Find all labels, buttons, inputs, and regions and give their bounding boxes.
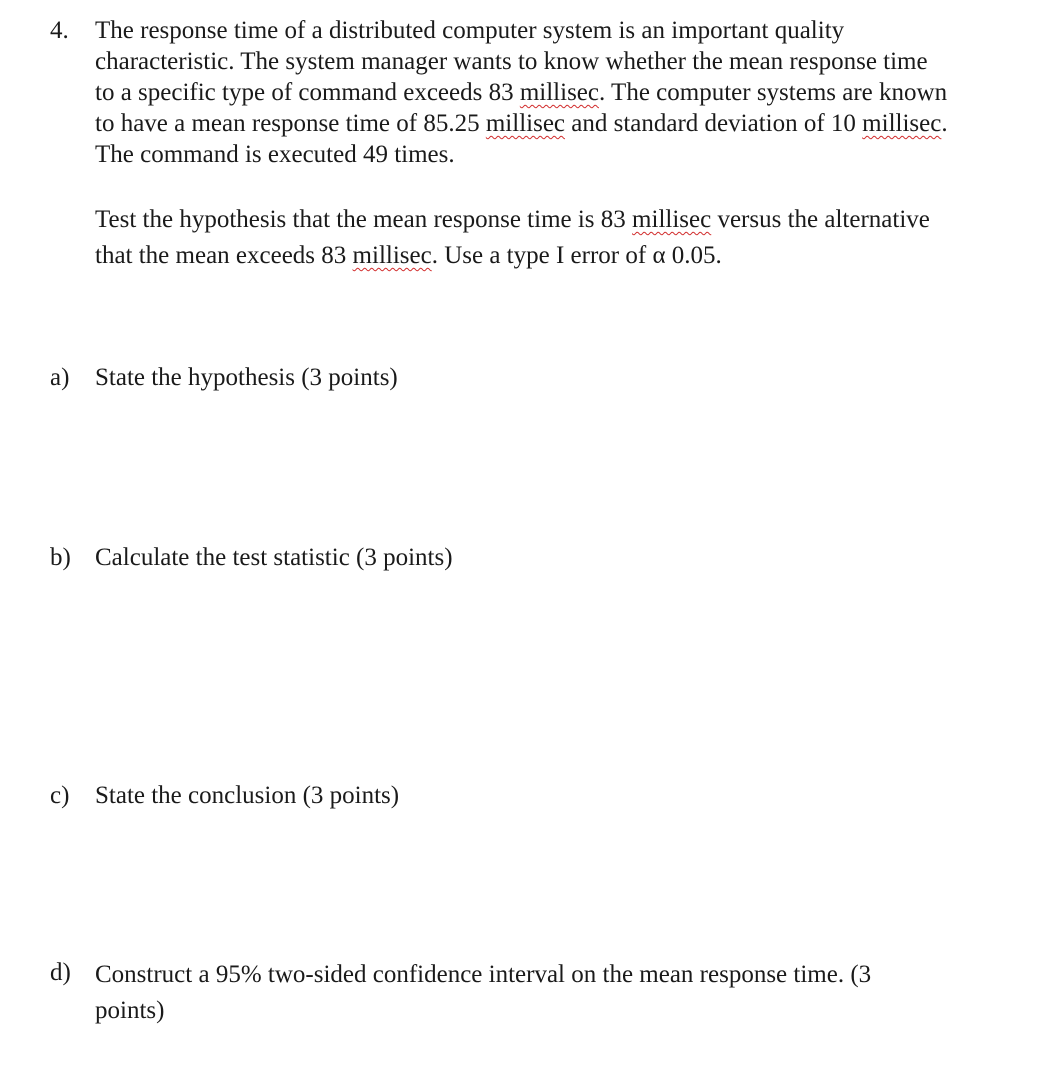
intro-line: characteristic. The system manager wants to know whether the mean response time — [95, 48, 928, 75]
spellcheck-flagged-word: millisec — [519, 79, 599, 106]
part-a-text: State the hypothesis (3 points) — [95, 364, 398, 391]
part-text — [95, 362, 1030, 393]
test-line: Test the hypothesis that the mean response time is 83 millisec versus the alternative — [95, 206, 930, 233]
spellcheck-flagged-word: millisec — [862, 110, 942, 137]
part-label: c) — [50, 782, 70, 809]
part-label: d) — [50, 959, 71, 986]
question-intro — [95, 15, 1030, 170]
part-d-text-line: Construct a 95% two-sided confidence interval on the mean response time. (3 — [95, 961, 872, 988]
intro-line: to a specific type of command exceeds 83 millisec. The computer systems are known — [95, 79, 948, 106]
test-line: that the mean exceeds 83 millisec. Use a type I error of α 0.05. — [95, 242, 722, 269]
part-b-text: Calculate the test statistic (3 points) — [95, 544, 453, 571]
part-d-text-line: points) — [95, 997, 165, 1024]
spellcheck-flagged-word: millisec — [632, 206, 712, 233]
part-text — [95, 780, 1030, 811]
test-statement-text — [95, 202, 1030, 274]
part-label: b) — [50, 544, 71, 571]
part-text — [95, 542, 1030, 573]
intro-line: The command is executed 49 times. — [95, 141, 455, 168]
spellcheck-flagged-word: millisec — [352, 242, 432, 269]
question-number: 4. — [50, 17, 69, 44]
intro-line: to have a mean response time of 85.25 millisec and standard deviation of 10 millisec. — [95, 110, 948, 137]
part-label: a) — [50, 364, 70, 391]
part-c-text: State the conclusion (3 points) — [95, 782, 400, 809]
intro-line: The response time of a distributed computer system is an important quality — [95, 17, 845, 44]
part-text — [95, 957, 1030, 1029]
spellcheck-flagged-word: millisec — [485, 110, 566, 137]
